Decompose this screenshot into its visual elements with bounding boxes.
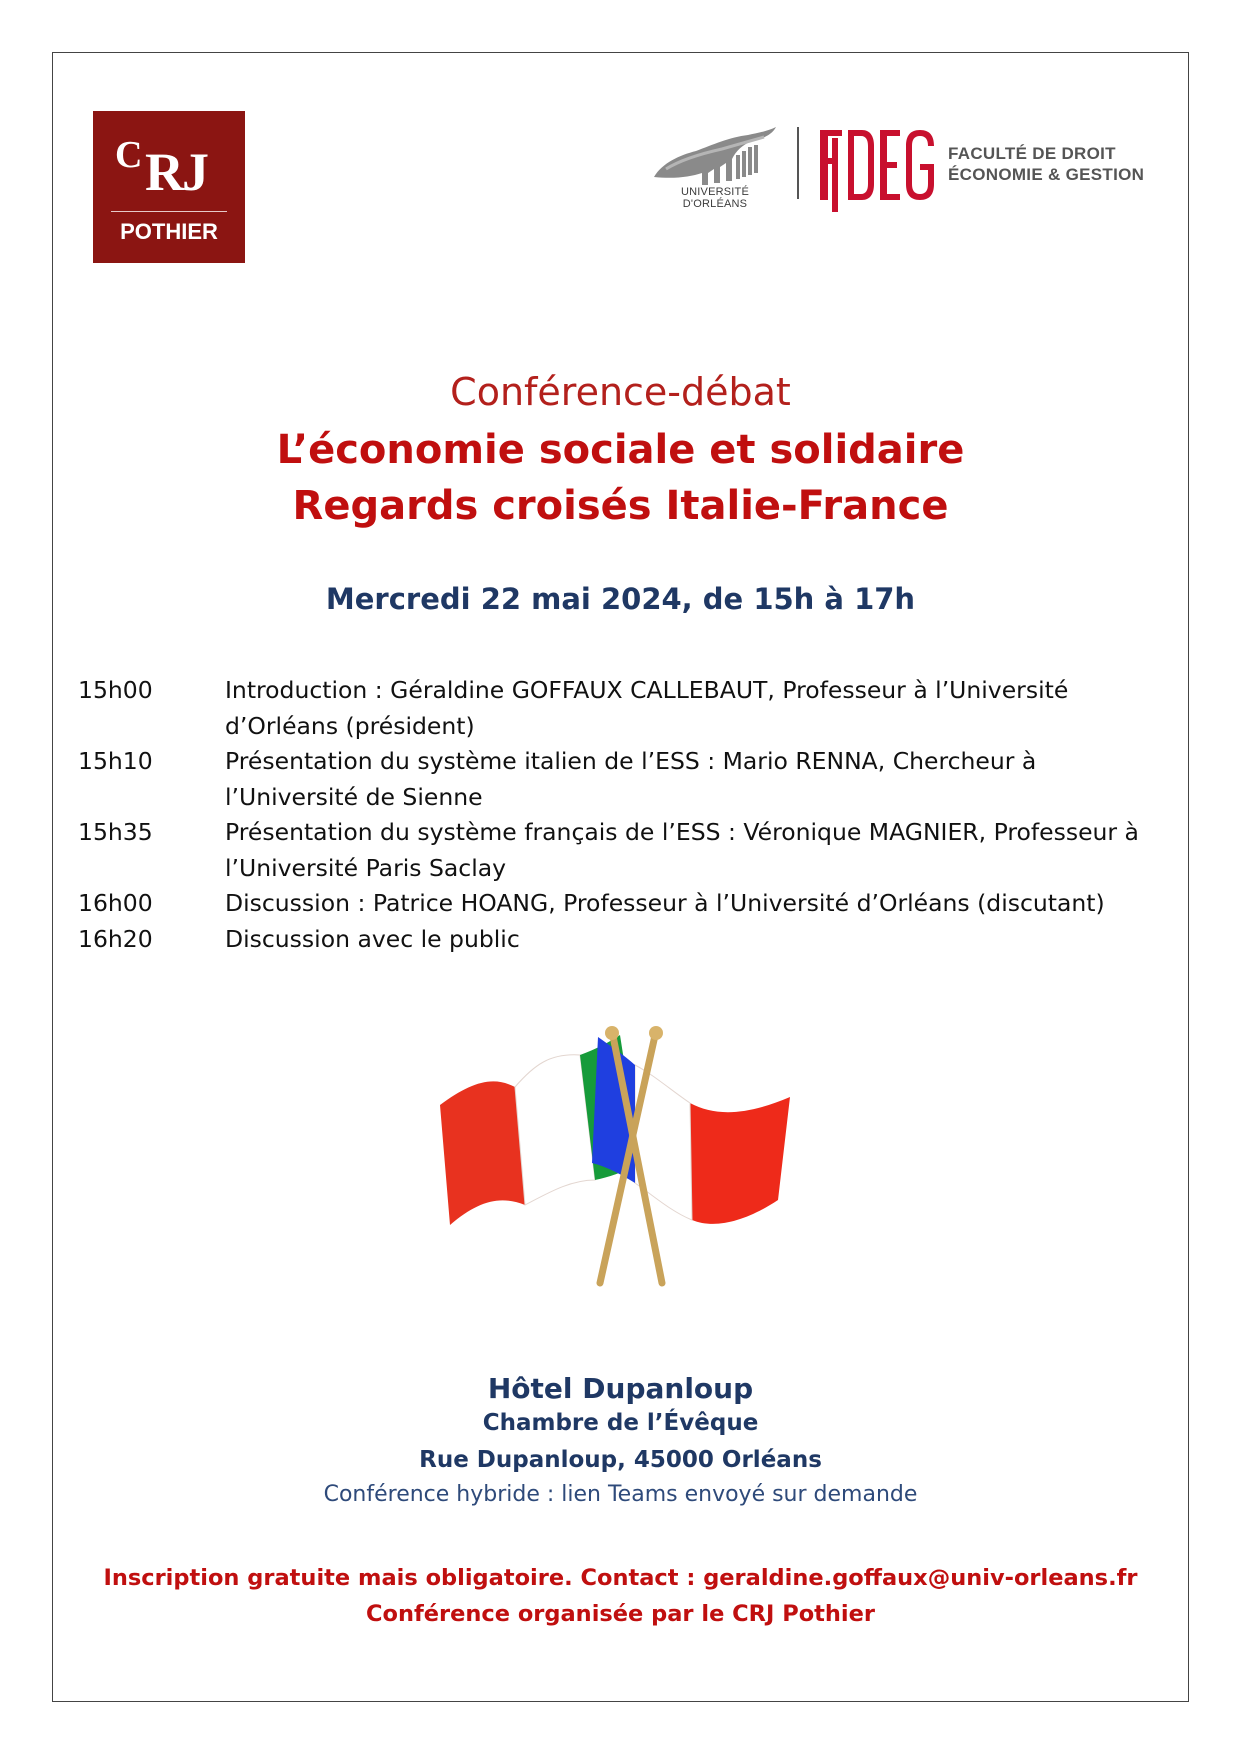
- event-date: Mercredi 22 mai 2024, de 15h à 17h: [325, 582, 916, 616]
- program-time: 15h10: [78, 747, 153, 775]
- venue-room: Chambre de l’Évêque: [482, 1410, 759, 1436]
- crossed-flags-italy-france-icon: [430, 1025, 800, 1290]
- crj-monogram: [93, 129, 245, 202]
- event-type: Conférence-débat: [450, 370, 791, 414]
- program-item: [78, 673, 1168, 744]
- registration-contact: Inscription gratuite mais obligatoire. Contact : geraldine.goffaux@univ-orleans.fr: [103, 1565, 1138, 1591]
- program-description: Discussion : Patrice HOANG, Professeur à l’Université d’Orléans (discutant): [225, 889, 1105, 917]
- program-description: Présentation du système italien de l’ESS : Mario RENNA, Chercheur à l’Université de Sienne: [225, 747, 1037, 811]
- venue-address: Rue Dupanloup, 45000 Orléans: [419, 1447, 822, 1473]
- crj-divider: [111, 211, 227, 212]
- program-time: 16h00: [78, 889, 153, 917]
- fdeg-line2: ÉCONOMIE & GESTION: [948, 165, 1145, 184]
- program-description: Introduction : Géraldine GOFFAUX CALLEBAUT, Professeur à l’Université d’Orléans (président): [225, 676, 1069, 740]
- fdeg-faculty-name: [948, 143, 1144, 185]
- fdeg-logo-icon: [818, 124, 936, 214]
- crj-letters-rj: RJ: [145, 142, 207, 202]
- fdeg-line1: FACULTÉ DE DROIT: [948, 144, 1116, 163]
- program-item: [78, 922, 1168, 958]
- program-description: Présentation du système français de l’ESS : Véronique MAGNIER, Professeur à l’Université Paris Saclay: [225, 818, 1139, 882]
- universite-orleans-name: UNIVERSITÉ D'ORLÉANS: [680, 186, 749, 210]
- crj-pothier-logo: [93, 111, 245, 263]
- organizer-note: Conférence organisée par le CRJ Pothier: [365, 1601, 876, 1627]
- program-time: 15h35: [78, 818, 153, 846]
- logo-divider: [797, 127, 799, 199]
- crj-letter-c: C: [115, 134, 143, 176]
- program-item: [78, 886, 1168, 922]
- program-item: [78, 815, 1168, 886]
- event-title-line1: L’économie sociale et solidaire: [276, 427, 965, 473]
- hybrid-note: Conférence hybride : lien Teams envoyé sur demande: [323, 1482, 918, 1507]
- venue-name: Hôtel Dupanloup: [487, 1372, 754, 1405]
- event-title-line2: Regards croisés Italie-France: [292, 483, 949, 529]
- program-time: 16h20: [78, 924, 153, 953]
- program-item: [78, 744, 1168, 815]
- program-description: Discussion avec le public: [225, 924, 520, 953]
- crj-name: POTHIER: [120, 219, 218, 244]
- program-time: 15h00: [78, 676, 153, 704]
- program-list: [78, 673, 1168, 957]
